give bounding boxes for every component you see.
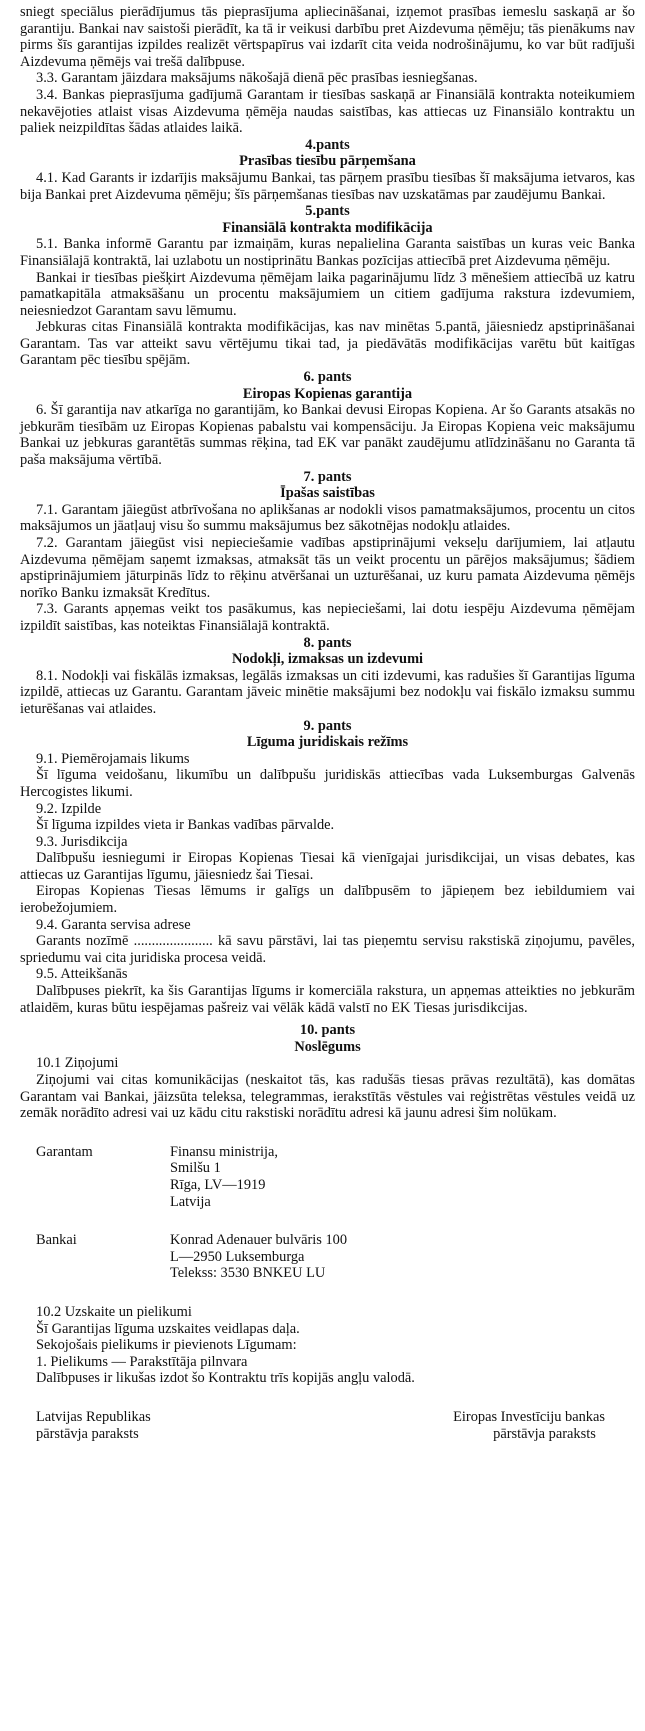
address-line: Smilšu 1 — [170, 1160, 221, 1177]
section-9-5-heading: 9.5. Atteikšanās — [36, 966, 128, 983]
signature-block — [20, 1409, 635, 1442]
address-line: Telekss: 3530 BNKEU LU — [170, 1265, 326, 1282]
section-9-4-text: Garants nozīmē ...................... kā savu pārstāvi, lai tas pieņemtu servisu rakstiskā ziņojumu, pavēles, spriedumu vai cita juridiska procesa veidā. — [20, 933, 635, 966]
article-6-title: Eiropas Kopienas garantija — [242, 385, 413, 402]
article-5-title: Finansiālā kontrakta modifikācija — [222, 219, 433, 236]
section-10-2-line-4: Dalībpuses ir likušas izdot šo Kontraktu trīs kopijās angļu valodā. — [36, 1370, 415, 1387]
address-guarantor-lines — [170, 1144, 278, 1210]
signature-eib-line-2: pārstāvja paraksts — [493, 1425, 596, 1442]
article-6-number: 6. pants — [303, 369, 352, 386]
paragraph-5-3: Jebkuras citas Finansiālā kontrakta modifikācijas, kas nav minētas 5.pantā, jāiesniedz apstiprināšanai Garantam. Tas var atteikt savu vērtējumu tikai tad, ja piedāvātās modifikācijas varētu būt kaitīgas Garantam pēc tiesību spējām. — [20, 319, 635, 369]
section-10-1-text: Ziņojumi vai citas komunikācijas (neskaitot tās, kas radušās tiesas prāvas rezultātā), kas domātas Garantam vai Bankai, jāizsūta teleksa, telegrammas, ierakstītās vēstules vai reģistrētas vēstules veidā uz zemāk norādīto adresi vai uz kādu citu rakstiski norādītu adresi kā jaunu adresi šim nolūkam. — [20, 1072, 635, 1122]
paragraph-4-1: 4.1. Kad Garants ir izdarījis maksājumu Bankai, tas pārņem prasību tiesības šī maksājuma ietvaros, kas bija Bankai pret Aizdevuma ņēmēju; šīs pārņemšanas tiesības nav uzskatāmas par zaudējumu Bankai. — [20, 169, 635, 203]
section-9-1-heading: 9.1. Piemērojamais likums — [36, 750, 190, 767]
signature-eib — [453, 1409, 635, 1442]
article-8-number: 8. pants — [303, 634, 352, 651]
section-9-2-text: Šī līguma izpildes vieta ir Bankas vadības pārvalde. — [36, 817, 335, 834]
article-4-number: 4.pants — [305, 136, 350, 153]
paragraph-5-1: 5.1. Banka informē Garantu par izmaiņām, kuras nepalielina Garanta saistības un kuras veic Banka Finansiālajā kontraktā, lai uzlabotu un nostiprinātu Bankas pozīcijas attiecībā pret Aizdevuma ņēmēju. — [20, 236, 635, 269]
section-9-2-heading: 9.2. Izpilde — [36, 800, 102, 817]
section-10-2-line-3: 1. Pielikums — Parakstītāja pilnvara — [36, 1353, 248, 1370]
signature-latvia-line-2: pārstāvja paraksts — [36, 1425, 139, 1442]
paragraph-3-4: 3.4. Bankas pieprasījuma gadījumā Garantam ir tiesības saskaņā ar Finansiālā kontrakta noteikumiem nekavējoties atlaist visas Aizdevuma ņēmēja naudas saistības, kas attiecas uz Finansiālo kontraktu un paliek neizpildītas šādas atlaides laikā. — [20, 86, 635, 137]
paragraph-7-3: 7.3. Garants apņemas veikt tos pasākumus, kas nepieciešami, lai dotu iespēju Aizdevuma ņēmējam izpildīt saistības, kas noteiktas Finansiālajā kontraktā. — [20, 601, 635, 634]
article-5-number: 5.pants — [305, 203, 350, 220]
signature-latvia-line-1: Latvijas Republikas — [36, 1408, 151, 1425]
section-9-3-text-2: Eiropas Kopienas Tiesas lēmums ir galīgs un dalībpusēm to jāpieņem bez iebildumiem vai ierobežojumiem. — [20, 883, 635, 917]
article-7-number: 7. pants — [303, 468, 352, 485]
paragraph-7-1: 7.1. Garantam jāiegūst atbrīvošana no aplikšanas ar nodokli visos pamatmaksājumos, procentu un citos maksājumos un jāatļauj visu šo summu maksājumus bez sākotnējas nodokļu atlaides. — [20, 501, 635, 535]
section-9-5-text: Dalībpuses piekrīt, ka šis Garantijas līgums ir komerciāla rakstura, un apņemas atteikties no jebkurām atlaidēm, kuras būtu iespējamas pašreiz vai vēlāk kādā valstī no EK Tiesas jurisdikcijas. — [20, 983, 635, 1016]
address-line: Finansu ministrija, — [170, 1143, 278, 1160]
section-10-2-line-2: Sekojošais pielikums ir pievienots Līgumam: — [36, 1337, 297, 1354]
signature-latvia — [20, 1409, 151, 1442]
address-guarantor-label: Garantam — [36, 1143, 93, 1160]
address-bank-lines — [170, 1232, 347, 1282]
address-guarantor — [20, 1144, 635, 1210]
address-bank-label: Bankai — [36, 1232, 77, 1249]
article-4-title: Prasības tiesību pārņemšana — [239, 153, 416, 170]
section-10-1-heading: 10.1 Ziņojumi — [36, 1055, 119, 1072]
article-9-title: Līguma juridiskais režīms — [246, 734, 409, 751]
article-10-title: Noslēgums — [294, 1038, 361, 1055]
section-10-2-line-1: Šī Garantijas līguma uzskaites veidlapas daļa. — [36, 1320, 300, 1337]
article-7-title: Īpašas saistības — [280, 485, 375, 502]
section-10-2-heading: 10.2 Uzskaite un pielikumi — [36, 1303, 192, 1320]
address-bank — [20, 1232, 635, 1282]
section-9-4-heading: 9.4. Garanta servisa adrese — [36, 916, 191, 933]
section-9-3-heading: 9.3. Jurisdikcija — [36, 833, 128, 850]
article-8-title: Nodokļi, izmaksas un izdevumi — [231, 651, 424, 668]
address-line: Latvija — [170, 1193, 211, 1210]
address-line: Rīga, LV—1919 — [170, 1176, 266, 1193]
address-line: L—2950 Luksemburga — [170, 1248, 305, 1265]
signature-eib-line-1: Eiropas Investīciju bankas — [453, 1408, 605, 1425]
paragraph-5-2: Bankai ir tiesības piešķirt Aizdevuma ņēmējam laika pagarinājumu līdz 3 mēnešiem attiecībā uz katru pamatkapitāla atmaksāšanu un procentu maksājumiem un citiem gadījuma rakstura izdevumiem, neiesniedzot Garantam savu lēmumu. — [20, 269, 635, 319]
article-9-number: 9. pants — [303, 717, 352, 734]
paragraph-8-1: 8.1. Nodokļi vai fiskālās izmaksas, legālās izmaksas un citi izdevumi, kas radušies šī Garantijas līguma izpildē, attiecas uz Garantu. Garantam jāveic minētie maksājumi bez nodokļu vai fiskālo izmaksu summu ieturēšanas vai atlaides. — [20, 667, 635, 717]
address-line: Konrad Adenauer bulvāris 100 — [170, 1232, 348, 1249]
paragraph-6: 6. Šī garantija nav atkarīga no garantijām, ko Bankai devusi Eiropas Kopiena. Ar šo Garants atsakās no jebkurām tiesībām uz Eiropas Kopienas pabalstu vai kompensāciju. Ja Eiropas Kopiena veic maksājumu Bankai uz jebkuras garantētās summas rēķina, tad EK var panākt zaudējumu atlīdzināšanu no Garanta tā paša maksājuma vērtībā. — [20, 402, 635, 469]
article-10-number: 10. pants — [299, 1022, 356, 1039]
paragraph-7-2: 7.2. Garantam jāiegūst visi nepieciešamie vadības apstiprinājumi vekseļu darījumiem, lai atļautu Aizdevuma ņēmējam saņemt izmaksas, atmaksāt tās un veikt procentu un pārējos maksājumus; šādiem apstiprinājumiem jāturpinās līdz to rēķinu atvēršanai un uzturēšanai, uz kuru pamata Aizdevuma ņēmējs norīko Banku izmaksāt Kredītus. — [20, 535, 635, 601]
section-9-3-text-1: Dalībpušu iesniegumi ir Eiropas Kopienas Tiesai kā vienīgajai jurisdikcijai, un visas debates, kas attiecas uz Garantijas līgumu, jāiesniedz šai Tiesai. — [20, 850, 635, 883]
paragraph-3-3: 3.3. Garantam jāizdara maksājums nākošajā dienā pēc prasības iesniegšanas. — [36, 70, 478, 87]
section-9-1-text: Šī līguma veidošanu, likumību un dalībpušu juridiskās attiecības vada Luksemburgas Galvenās Hercogistes likumi. — [20, 767, 635, 800]
paragraph-continuation: sniegt speciālus pierādījumus tās pieprasījuma apliecināšanai, izņemot prasības iemeslu saskaņā ar šo garantiju. Bankai nav saistoši pierādīt, ka tā ir veikusi darbību pret Aizdevuma ņēmēju; tās pienākums nav pirms šīs garantijas izpildes realizēt vērtspapīrus vai izdarīt cita veida nodrošinājumu, ko var būt radījuši Aizdevuma ņēmējs vai trešā dalībpuse. — [20, 4, 635, 70]
